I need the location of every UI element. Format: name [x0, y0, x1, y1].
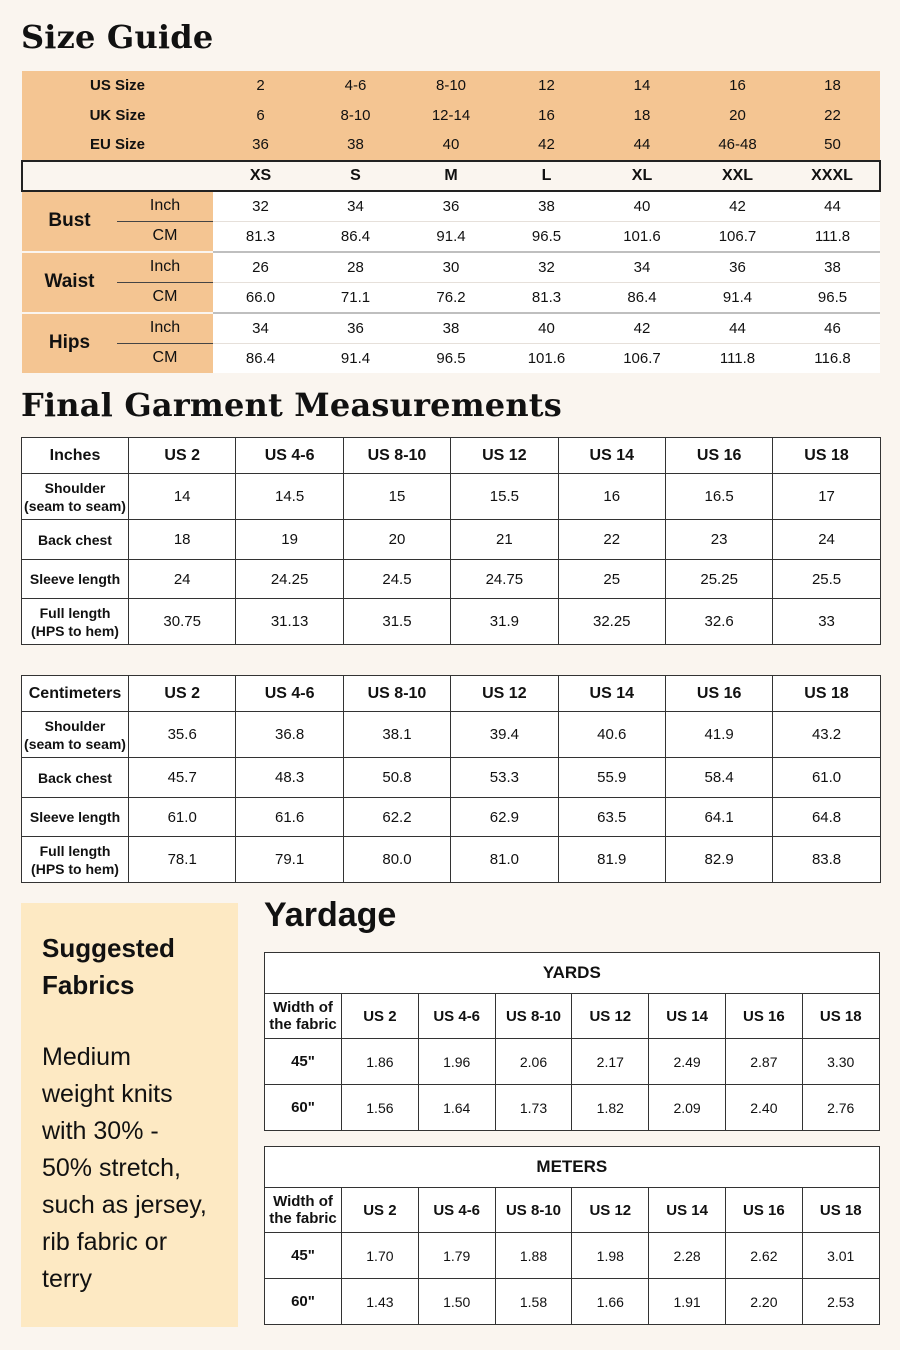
measurement-value: 30 — [403, 252, 499, 283]
body-measurement-row — [22, 313, 880, 344]
measurement-unit: Inch — [117, 313, 213, 344]
size-column-header: US 8-10 — [343, 438, 450, 474]
size-value-cell: 2 — [213, 71, 308, 101]
yardage-title: Yardage — [264, 896, 397, 934]
size-value-cell: 38 — [308, 130, 403, 161]
measurement-value: 46 — [785, 313, 880, 344]
size-value-cell: 14 — [594, 71, 690, 101]
measurement-name: Waist — [22, 252, 117, 313]
garment-measurement-label — [22, 798, 129, 837]
size-value-cell: 18 — [594, 101, 690, 131]
measurement-value: 34 — [594, 252, 690, 283]
size-column-header: US 2 — [342, 1188, 419, 1233]
garment-value-cell: 33 — [773, 599, 880, 645]
fabric-width-label: 60" — [265, 1085, 342, 1131]
body-measurement-row — [22, 252, 880, 283]
measurement-value: 38 — [785, 252, 880, 283]
garment-header-row — [22, 438, 881, 474]
label-line: the fabric — [269, 1016, 337, 1033]
yardage-value-cell: 2.53 — [802, 1279, 879, 1325]
unit-corner-label: Centimeters — [22, 676, 129, 712]
size-column-header: US 14 — [649, 1188, 726, 1233]
size-column-header: US 4-6 — [236, 676, 343, 712]
label-line: (seam to seam) — [24, 735, 126, 752]
label-line: Sleeve length — [29, 571, 121, 587]
measurement-value: 36 — [690, 252, 785, 283]
size-column-header: US 4-6 — [418, 1188, 495, 1233]
measurement-value: 106.7 — [690, 221, 785, 252]
size-column-header: US 2 — [129, 438, 236, 474]
suggested-fabrics-title: Suggested Fabrics — [42, 933, 175, 1000]
garment-table-inches — [21, 437, 881, 645]
yardage-value-cell: 2.62 — [725, 1233, 802, 1279]
garment-value-cell: 41.9 — [665, 712, 772, 758]
measurement-value: 32 — [213, 191, 308, 222]
size-value-cell: 6 — [213, 101, 308, 131]
garment-value-cell: 21 — [451, 520, 558, 560]
garment-measurement-row — [22, 758, 881, 798]
letter-size-cell: M — [403, 161, 499, 191]
measurement-value: 42 — [690, 191, 785, 222]
garment-measurement-label — [22, 474, 129, 520]
yardage-value-cell: 1.82 — [572, 1085, 649, 1131]
yardage-row — [265, 1039, 880, 1085]
label-line: Full length — [39, 842, 111, 859]
size-column-header: US 12 — [451, 438, 558, 474]
measurement-value: 38 — [403, 313, 499, 344]
yardage-value-cell: 2.17 — [572, 1039, 649, 1085]
garment-value-cell: 48.3 — [236, 758, 343, 798]
garment-value-cell: 31.9 — [451, 599, 558, 645]
measurement-value: 34 — [308, 191, 403, 222]
garment-measurement-label — [22, 560, 129, 599]
yardage-value-cell: 1.70 — [342, 1233, 419, 1279]
letter-size-cell: XXL — [690, 161, 785, 191]
letter-size-corner — [22, 161, 213, 191]
garment-value-cell: 25.5 — [773, 560, 880, 599]
letter-size-cell: XS — [213, 161, 308, 191]
size-column-header: US 14 — [649, 994, 726, 1039]
measurement-value: 32 — [499, 252, 594, 283]
label-line: Back chest — [38, 531, 112, 548]
measurement-unit: CM — [117, 282, 213, 313]
yardage-value-cell: 2.06 — [495, 1039, 572, 1085]
size-value-cell: 12 — [499, 71, 594, 101]
garment-value-cell: 14 — [129, 474, 236, 520]
yardage-value-cell: 2.49 — [649, 1039, 726, 1085]
yardage-value-cell: 1.64 — [418, 1085, 495, 1131]
size-column-header: US 8-10 — [495, 994, 572, 1039]
measurement-value: 40 — [594, 191, 690, 222]
size-value-cell: 42 — [499, 130, 594, 161]
letter-size-row — [22, 161, 880, 191]
measurement-value: 91.4 — [308, 343, 403, 373]
label-line: Back chest — [38, 769, 112, 786]
yardage-value-cell: 2.76 — [802, 1085, 879, 1131]
label-line: the fabric — [269, 1210, 337, 1227]
garment-header-row — [22, 676, 881, 712]
garment-value-cell: 16 — [558, 474, 665, 520]
size-column-header: US 18 — [773, 676, 880, 712]
garment-value-cell: 32.6 — [665, 599, 772, 645]
size-system-label: UK Size — [22, 101, 213, 131]
garment-measurement-label — [22, 758, 129, 798]
measurement-value: 76.2 — [403, 282, 499, 313]
size-value-cell: 4-6 — [308, 71, 403, 101]
size-value-cell: 16 — [499, 101, 594, 131]
measurement-name: Bust — [22, 191, 117, 252]
size-value-cell: 18 — [785, 71, 880, 101]
label-line: Shoulder — [44, 717, 106, 734]
garment-measurement-row — [22, 474, 881, 520]
measurement-value: 86.4 — [594, 282, 690, 313]
yardage-header-row — [265, 1188, 880, 1233]
size-guide-table — [21, 71, 881, 373]
measurement-value: 38 — [499, 191, 594, 222]
size-column-header: US 4-6 — [236, 438, 343, 474]
yardage-value-cell: 1.43 — [342, 1279, 419, 1325]
size-column-header: US 12 — [572, 1188, 649, 1233]
yardage-header-row — [265, 994, 880, 1039]
yardage-value-cell: 3.30 — [802, 1039, 879, 1085]
garment-value-cell: 24.75 — [451, 560, 558, 599]
yardage-value-cell: 1.66 — [572, 1279, 649, 1325]
garment-value-cell: 35.6 — [129, 712, 236, 758]
yardage-row — [265, 1085, 880, 1131]
measurement-value: 26 — [213, 252, 308, 283]
fabric-width-label: 60" — [265, 1279, 342, 1325]
size-value-cell: 50 — [785, 130, 880, 161]
fabric-width-label: 45" — [265, 1233, 342, 1279]
yardage-value-cell: 1.58 — [495, 1279, 572, 1325]
unit-corner-label: Inches — [22, 438, 129, 474]
size-column-header: US 16 — [665, 438, 772, 474]
garment-measurement-row — [22, 560, 881, 599]
yardage-value-cell: 1.96 — [418, 1039, 495, 1085]
measurement-value: 116.8 — [785, 343, 880, 373]
label-line: Shoulder — [44, 479, 106, 496]
size-value-cell: 40 — [403, 130, 499, 161]
yardage-row — [265, 1233, 880, 1279]
measurement-value: 96.5 — [785, 282, 880, 313]
label-line: (HPS to hem) — [31, 860, 119, 877]
garment-value-cell: 62.9 — [451, 798, 558, 837]
measurement-unit: Inch — [117, 252, 213, 283]
size-column-header: US 16 — [725, 994, 802, 1039]
measurement-value: 111.8 — [785, 221, 880, 252]
garment-value-cell: 62.2 — [343, 798, 450, 837]
garment-value-cell: 38.1 — [343, 712, 450, 758]
garment-value-cell: 61.0 — [773, 758, 880, 798]
garment-value-cell: 61.6 — [236, 798, 343, 837]
measurement-value: 91.4 — [403, 221, 499, 252]
garment-measurement-label — [22, 520, 129, 560]
garment-value-cell: 40.6 — [558, 712, 665, 758]
garment-value-cell: 20 — [343, 520, 450, 560]
yardage-value-cell: 1.91 — [649, 1279, 726, 1325]
size-column-header: US 16 — [725, 1188, 802, 1233]
garment-value-cell: 83.8 — [773, 837, 880, 883]
measurement-value: 101.6 — [594, 221, 690, 252]
garment-value-cell: 24.25 — [236, 560, 343, 599]
size-value-cell: 8-10 — [403, 71, 499, 101]
garment-value-cell: 53.3 — [451, 758, 558, 798]
size-system-label: US Size — [22, 71, 213, 101]
yardage-value-cell: 2.40 — [725, 1085, 802, 1131]
size-guide-title: Size Guide — [21, 18, 214, 56]
garment-value-cell: 64.8 — [773, 798, 880, 837]
size-column-header: US 18 — [773, 438, 880, 474]
measurement-value: 81.3 — [213, 221, 308, 252]
garment-value-cell: 32.25 — [558, 599, 665, 645]
garment-value-cell: 17 — [773, 474, 880, 520]
size-value-cell: 46-48 — [690, 130, 785, 161]
garment-measurement-row — [22, 520, 881, 560]
garment-value-cell: 15.5 — [451, 474, 558, 520]
size-value-cell: 44 — [594, 130, 690, 161]
size-value-cell: 20 — [690, 101, 785, 131]
yardage-value-cell: 1.79 — [418, 1233, 495, 1279]
fabric-width-header — [265, 1188, 342, 1233]
size-column-header: US 8-10 — [343, 676, 450, 712]
yardage-unit-row — [265, 953, 880, 994]
label-line: Full length — [39, 604, 111, 621]
garment-value-cell: 43.2 — [773, 712, 880, 758]
garment-value-cell: 31.13 — [236, 599, 343, 645]
measurement-value: 34 — [213, 313, 308, 344]
measurement-value: 71.1 — [308, 282, 403, 313]
garment-value-cell: 25 — [558, 560, 665, 599]
garment-value-cell: 14.5 — [236, 474, 343, 520]
garment-measurement-label — [22, 712, 129, 758]
label-line: (seam to seam) — [24, 497, 126, 514]
measurement-value: 66.0 — [213, 282, 308, 313]
garment-measurement-label — [22, 837, 129, 883]
yardage-value-cell: 2.09 — [649, 1085, 726, 1131]
size-value-cell: 8-10 — [308, 101, 403, 131]
garment-value-cell: 24.5 — [343, 560, 450, 599]
garment-measurement-row — [22, 712, 881, 758]
yardage-value-cell: 1.56 — [342, 1085, 419, 1131]
measurement-value: 111.8 — [690, 343, 785, 373]
letter-size-cell: XL — [594, 161, 690, 191]
suggested-fabrics-panel — [21, 903, 238, 1327]
garment-value-cell: 16.5 — [665, 474, 772, 520]
garment-value-cell: 45.7 — [129, 758, 236, 798]
body-measurement-row — [22, 343, 880, 373]
size-value-cell: 36 — [213, 130, 308, 161]
measurement-name: Hips — [22, 313, 117, 373]
yardage-unit-label: METERS — [265, 1147, 880, 1188]
measurement-value: 44 — [690, 313, 785, 344]
yardage-value-cell: 2.20 — [725, 1279, 802, 1325]
label-line: Sleeve length — [29, 809, 121, 825]
garment-value-cell: 19 — [236, 520, 343, 560]
letter-size-cell: L — [499, 161, 594, 191]
size-column-header: US 14 — [558, 438, 665, 474]
size-column-header: US 4-6 — [418, 994, 495, 1039]
label-line: Width of — [273, 1193, 333, 1210]
garment-measurement-label — [22, 599, 129, 645]
size-column-header: US 14 — [558, 676, 665, 712]
yardage-unit-label: YARDS — [265, 953, 880, 994]
yardage-row — [265, 1279, 880, 1325]
measurement-unit: CM — [117, 221, 213, 252]
garment-value-cell: 58.4 — [665, 758, 772, 798]
fabric-width-header — [265, 994, 342, 1039]
yardage-value-cell: 2.87 — [725, 1039, 802, 1085]
yardage-table-yards — [264, 952, 880, 1131]
yardage-value-cell: 2.28 — [649, 1233, 726, 1279]
garment-value-cell: 24 — [129, 560, 236, 599]
size-indicator-row — [22, 71, 880, 101]
yardage-value-cell: 3.01 — [802, 1233, 879, 1279]
measurement-value: 91.4 — [690, 282, 785, 313]
size-value-cell: 22 — [785, 101, 880, 131]
label-line: (HPS to hem) — [31, 622, 119, 639]
garment-value-cell: 81.0 — [451, 837, 558, 883]
measurement-value: 28 — [308, 252, 403, 283]
measurement-value: 44 — [785, 191, 880, 222]
size-column-header: US 12 — [451, 676, 558, 712]
size-indicator-row — [22, 101, 880, 131]
measurement-value: 86.4 — [213, 343, 308, 373]
yardage-value-cell: 1.98 — [572, 1233, 649, 1279]
garment-value-cell: 55.9 — [558, 758, 665, 798]
measurement-value: 106.7 — [594, 343, 690, 373]
yardage-value-cell: 1.86 — [342, 1039, 419, 1085]
yardage-value-cell: 1.50 — [418, 1279, 495, 1325]
garment-table-centimeters — [21, 675, 881, 883]
size-value-cell: 12-14 — [403, 101, 499, 131]
garment-value-cell: 61.0 — [129, 798, 236, 837]
measurement-value: 36 — [403, 191, 499, 222]
garment-value-cell: 25.25 — [665, 560, 772, 599]
measurement-value: 86.4 — [308, 221, 403, 252]
garment-measurement-row — [22, 798, 881, 837]
garment-value-cell: 36.8 — [236, 712, 343, 758]
measurement-value: 81.3 — [499, 282, 594, 313]
size-system-label: EU Size — [22, 130, 213, 161]
measurement-unit: CM — [117, 343, 213, 373]
garment-measurement-row — [22, 599, 881, 645]
measurement-value: 96.5 — [403, 343, 499, 373]
final-garment-title: Final Garment Measurements — [21, 386, 562, 424]
garment-value-cell: 80.0 — [343, 837, 450, 883]
label-line: Width of — [273, 999, 333, 1016]
letter-size-cell: XXXL — [785, 161, 880, 191]
body-measurement-row — [22, 221, 880, 252]
garment-value-cell: 30.75 — [129, 599, 236, 645]
fabric-width-label: 45" — [265, 1039, 342, 1085]
size-column-header: US 18 — [802, 994, 879, 1039]
garment-value-cell: 78.1 — [129, 837, 236, 883]
garment-value-cell: 22 — [558, 520, 665, 560]
garment-value-cell: 24 — [773, 520, 880, 560]
size-column-header: US 16 — [665, 676, 772, 712]
measurement-value: 40 — [499, 313, 594, 344]
garment-value-cell: 64.1 — [665, 798, 772, 837]
suggested-fabrics-description: Medium weight knits with 30% - 50% stretch, such as jersey, rib fabric or terry — [42, 1043, 207, 1293]
measurement-value: 96.5 — [499, 221, 594, 252]
size-column-header: US 2 — [129, 676, 236, 712]
yardage-value-cell: 1.88 — [495, 1233, 572, 1279]
garment-value-cell: 82.9 — [665, 837, 772, 883]
garment-value-cell: 31.5 — [343, 599, 450, 645]
garment-value-cell: 50.8 — [343, 758, 450, 798]
measurement-value: 42 — [594, 313, 690, 344]
size-value-cell: 16 — [690, 71, 785, 101]
garment-value-cell: 81.9 — [558, 837, 665, 883]
garment-value-cell: 18 — [129, 520, 236, 560]
measurement-value: 36 — [308, 313, 403, 344]
measurement-unit: Inch — [117, 191, 213, 222]
garment-value-cell: 23 — [665, 520, 772, 560]
body-measurement-row — [22, 191, 880, 222]
body-measurement-row — [22, 282, 880, 313]
garment-measurement-row — [22, 837, 881, 883]
yardage-table-meters — [264, 1146, 880, 1325]
size-column-header: US 18 — [802, 1188, 879, 1233]
garment-value-cell: 39.4 — [451, 712, 558, 758]
size-column-header: US 2 — [342, 994, 419, 1039]
garment-value-cell: 63.5 — [558, 798, 665, 837]
measurement-value: 101.6 — [499, 343, 594, 373]
size-column-header: US 8-10 — [495, 1188, 572, 1233]
letter-size-cell: S — [308, 161, 403, 191]
yardage-unit-row — [265, 1147, 880, 1188]
size-indicator-row — [22, 130, 880, 161]
size-column-header: US 12 — [572, 994, 649, 1039]
garment-value-cell: 79.1 — [236, 837, 343, 883]
garment-value-cell: 15 — [343, 474, 450, 520]
yardage-value-cell: 1.73 — [495, 1085, 572, 1131]
